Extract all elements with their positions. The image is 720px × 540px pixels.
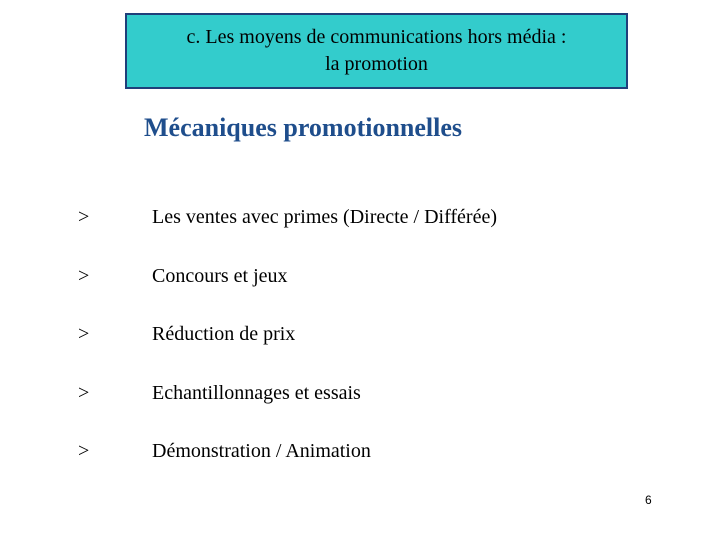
list-item — [78, 431, 678, 490]
bullet-marker: > — [78, 323, 90, 345]
title-line-2: la promotion — [325, 53, 428, 75]
bullet-text: Réduction de prix — [152, 323, 296, 345]
list-item — [78, 197, 678, 256]
title-line-1: c. Les moyens de communications hors média : — [186, 26, 567, 48]
list-item — [78, 373, 678, 432]
bullet-list — [78, 197, 678, 490]
list-item — [78, 256, 678, 315]
bullet-text: Concours et jeux — [152, 264, 288, 287]
bullet-text: Echantillonnages et essais — [152, 381, 361, 404]
bullet-text: Les ventes avec primes (Directe / Différée) — [152, 206, 498, 228]
title-box — [125, 13, 628, 89]
bullet-marker: > — [78, 381, 90, 404]
list-item — [78, 314, 678, 373]
section-subtitle: Mécaniques promotionnelles — [144, 113, 463, 142]
bullet-marker: > — [78, 440, 90, 462]
page-number: 6 — [645, 493, 652, 507]
bullet-marker: > — [78, 206, 90, 228]
bullet-marker: > — [78, 264, 90, 287]
bullet-text: Démonstration / Animation — [152, 440, 371, 462]
